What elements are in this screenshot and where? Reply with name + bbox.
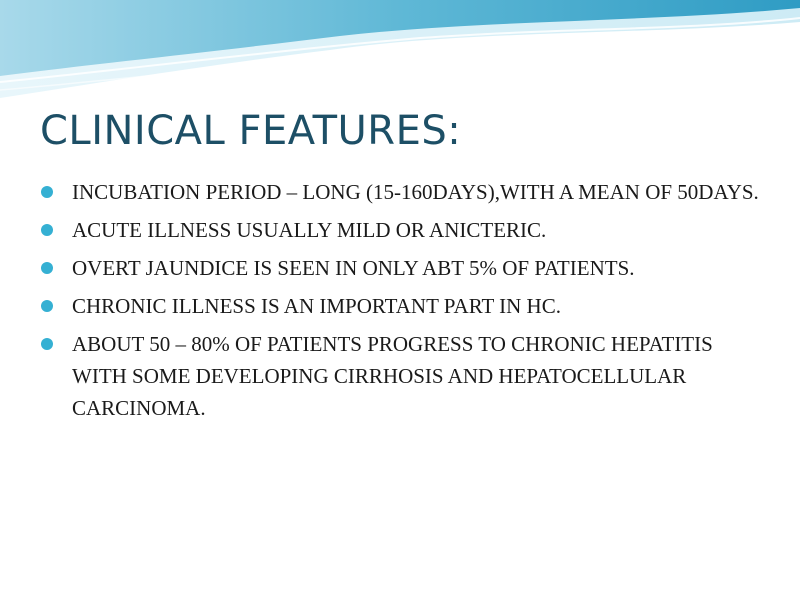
header-wave-decoration [0,0,800,110]
bullet-dot-icon [41,338,53,350]
bullet-item-acute-illness [40,214,760,246]
bullet-item-progression [40,328,760,424]
bullet-text: ACUTE ILLNESS USUALLY MILD OR ANICTERIC. [72,218,547,242]
bullet-text: CHRONIC ILLNESS IS AN IMPORTANT PART IN HC. [72,294,561,318]
bullet-item-jaundice [40,252,760,284]
bullet-dot-icon [41,262,53,274]
bullet-item-incubation [40,176,760,208]
bullet-item-chronic-illness [40,290,760,322]
bullet-dot-icon [41,186,53,198]
bullet-text: INCUBATION PERIOD – LONG (15-160DAYS),WITH A MEAN OF 50DAYS. [72,180,759,204]
bullet-dot-icon [41,224,53,236]
bullet-list [40,176,760,430]
slide-title: CLINICAL FEATURES: [40,108,462,154]
bullet-text: OVERT JAUNDICE IS SEEN IN ONLY ABT 5% OF PATIENTS. [72,256,635,280]
bullet-text: ABOUT 50 – 80% OF PATIENTS PROGRESS TO CHRONIC HEPATITIS WITH SOME DEVELOPING CIRRHOSIS AND HEPATOCELLULAR CARCINOMA. [72,332,713,420]
bullet-dot-icon [41,300,53,312]
